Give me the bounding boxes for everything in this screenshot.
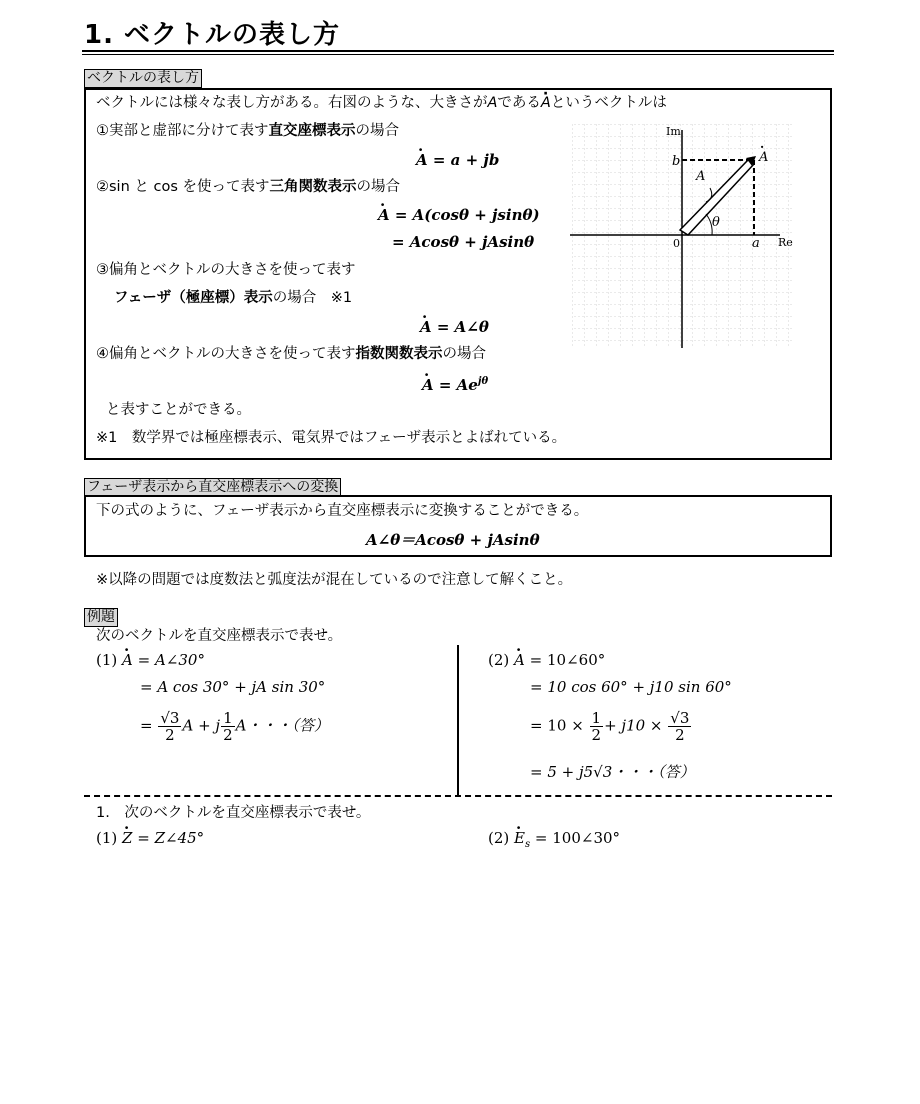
vector-dot: ·: [760, 140, 765, 154]
a-label: a: [752, 236, 760, 251]
theta-label: θ: [712, 215, 720, 230]
re-label: Re: [778, 236, 793, 249]
title-rule: [82, 50, 834, 52]
example-divider: [457, 645, 459, 795]
complex-plane-diagram: [570, 118, 800, 350]
example2-line1: (2) · A = 10∠60°: [488, 650, 605, 670]
example2-line3: = 10 × $\frac{1}{2}$ + j10 × $\frac{√3}{2}$: [530, 709, 690, 744]
im-label: Im: [666, 125, 681, 138]
exercise-prompt: 1. 次のベクトルを直交座標表示で表せ。: [96, 805, 371, 821]
example1-line2: = A cos 30° + jA sin 30°: [140, 678, 326, 696]
item-phasor-2: フェーザ（極座標）表示の場合 ※1: [114, 290, 353, 306]
footnote-1: ※1 数学界では極座標表示、電気界ではフェーザ表示とよばれている。: [96, 430, 567, 446]
equation-phasor: · A = A∠θ: [420, 317, 489, 337]
example1-line1: (1) · A = A∠30°: [96, 650, 205, 670]
notice: ※以降の問題では度数法と弧度法が混在しているので注意して解くこと。: [96, 572, 573, 588]
closing-text: と表すことができる。: [106, 402, 251, 418]
example1-line3: = $\frac{√3}{2}$ A + j $\frac{1}{2}$ A・・・（答）: [140, 709, 329, 744]
example-prompt: 次のベクトルを直交座標表示で表せ。: [96, 628, 343, 644]
exercise-q2: $(2) \cdot E_s$ = 100∠30°: [488, 828, 620, 855]
equation-exponential: · $A = Ae^{j\theta}$: [422, 372, 488, 395]
origin-label: 0: [673, 237, 680, 250]
b-label: b: [672, 154, 681, 169]
exercise-q1: (1) · Z = Z∠45°: [96, 828, 204, 848]
equation-trig-2: = Acosθ + jAsinθ: [392, 233, 535, 251]
equation-cartesian: · A = a + jb: [416, 150, 499, 170]
section-tag-representation: ベクトルの表し方: [84, 69, 202, 88]
section-tag-conversion: フェーザ表示から直交座標表示への変換: [84, 478, 341, 497]
example2-line4: = 5 + j5√3・・・（答）: [530, 763, 695, 781]
item-trig: ②sin と cos を使って表す三角関数表示の場合: [96, 179, 400, 195]
item-phasor: ③偏角とベクトルの大きさを使って表す: [96, 262, 356, 278]
example2-line2: = 10 cos 60° + j10 sin 60°: [530, 678, 732, 696]
vector-label: A: [759, 150, 769, 165]
dashed-separator: [84, 795, 832, 797]
item-cartesian: ①実部と虚部に分けて表す直交座標表示の場合: [96, 123, 399, 139]
section-tag-example: 例題: [84, 608, 118, 627]
magnitude-label: A: [696, 169, 706, 184]
intro-line: ベクトルには様々な表し方がある。右図のような、大きさがAである· Aというベクトルは: [96, 93, 667, 113]
item-exponential: ④偏角とベクトルの大きさを使って表す指数関数表示の場合: [96, 346, 486, 362]
page-title: 1. ベクトルの表し方: [84, 20, 341, 50]
title-rule-thin: [82, 54, 834, 55]
equation-trig-1: · A = A(cosθ + jsinθ): [378, 205, 540, 225]
conversion-text: 下の式のように、フェーザ表示から直交座標表示に変換することができる。: [96, 503, 589, 519]
conversion-equation: A∠θ＝Acosθ + jAsinθ: [366, 531, 540, 549]
